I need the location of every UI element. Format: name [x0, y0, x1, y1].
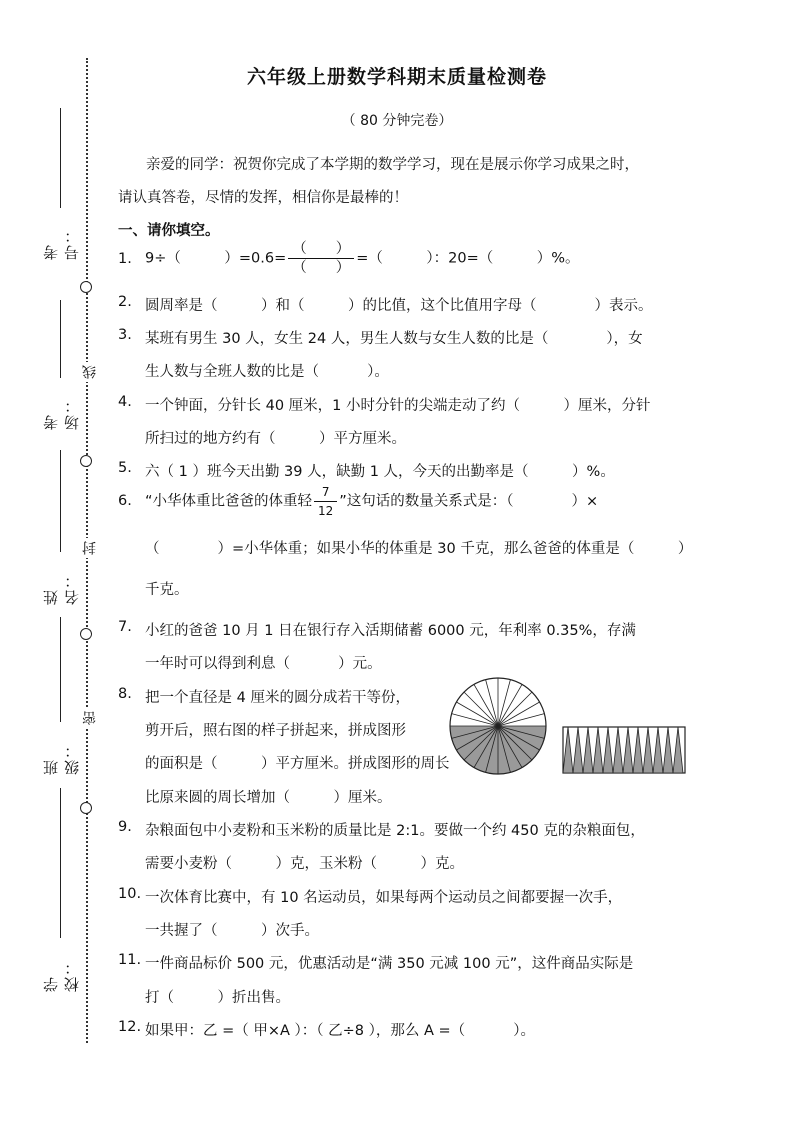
intro-line-2: 请认真答卷，尽情的发挥，相信你是最棒的！: [118, 190, 408, 206]
q6-frac-den: 12: [318, 504, 334, 518]
q1-number: 1.: [118, 251, 132, 267]
school-line: [60, 788, 61, 938]
name-line: [60, 450, 61, 552]
q8-number: 8.: [118, 686, 132, 702]
q6-line-2: （ ）=小华体重；如果小华的体重是 30 千克，那么爸爸的体重是（ ）: [145, 541, 693, 557]
q5-text: 六（ 1 ）班今天出勤 39 人，缺勤 1 人，今天的出勤率是（ ）%。: [145, 464, 615, 480]
q6-fraction: [314, 483, 337, 520]
circle-sector-lines: [450, 678, 546, 774]
q5-number: 5.: [118, 460, 132, 476]
q10-line-2: 一共握了（ ）次手。: [145, 923, 319, 939]
seal-char-secret: 密: [80, 708, 98, 728]
exam-room-label: 考场：: [42, 396, 81, 430]
q6-line-1: [145, 483, 598, 520]
rearranged-figure: [562, 726, 686, 774]
exam-number-label: 考号：: [42, 226, 81, 260]
binding-circle-3: [80, 628, 92, 640]
q9-line-2: 需要小麦粉（ ）克，玉米粉（ ）克。: [145, 856, 464, 872]
school-label: 学校：: [42, 958, 81, 992]
binding-circle-2: [80, 455, 92, 467]
page-title: 六年级上册数学科期末质量检测卷: [246, 66, 547, 88]
q8-line-4: 比原来圆的周长增加（ ）厘米。: [145, 790, 392, 806]
q6-part1: “小华体重比爸爸的体重轻: [145, 493, 313, 510]
q7-line-1: 小红的爸爸 10 月 1 日在银行存入活期储蓄 6000 元，年利率 0.35%，存满: [145, 623, 636, 639]
q6-line-3: 千克。: [145, 582, 189, 598]
q1-part1: 9÷（ ）=0.6=: [145, 250, 287, 267]
q10-line-1: 一次体育比赛中，有 10 名运动员，如果每两个运动员之间都要握一次手，: [145, 890, 623, 906]
name-label: 姓名：: [42, 571, 81, 605]
q11-line-1: 一件商品标价 500 元，优惠活动是“满 350 元减 100 元”，这件商品实际是: [145, 956, 634, 972]
class-line: [60, 617, 61, 722]
q4-number: 4.: [118, 394, 132, 410]
section-heading: 一、请你填空。: [118, 223, 220, 239]
q1-fraction: [288, 240, 354, 277]
q9-line-1: 杂粮面包中小麦粉和玉米粉的质量比是 2:1。要做一个约 450 克的杂粮面包，: [145, 823, 645, 839]
class-label: 班级：: [42, 741, 81, 775]
q8-line-3: 的面积是（ ）平方厘米。拼成图形的周长: [145, 756, 450, 772]
q3-line-1: 某班有男生 30 人，女生 24 人，男生人数与女生人数的比是（ ），女: [145, 331, 643, 347]
q6-frac-num: 7: [314, 483, 337, 502]
q7-number: 7.: [118, 619, 132, 635]
q1-frac-den[interactable]: （ ）: [292, 260, 351, 276]
q11-number: 11.: [118, 952, 142, 968]
seal-char-line: 线: [80, 362, 98, 382]
q9-number: 9.: [118, 819, 132, 835]
circle-sectors-figure: [448, 676, 548, 776]
intro-line-1: 亲爱的同学：祝贺你完成了本学期的数学学习，现在是展示你学习成果之时，: [146, 157, 639, 173]
q6-part2: ”这句话的数量关系式是：（ ）×: [339, 493, 599, 510]
q3-line-2: 生人数与全班人数的比是（ ）。: [145, 364, 389, 380]
q1-part2: =（ ）：20=（ ）%。: [356, 250, 580, 267]
q2-text: 圆周率是（ ）和（ ）的比值，这个比值用字母（ ）表示。: [145, 298, 653, 314]
q8-line-1: 把一个直径是 4 厘米的圆分成若干等份，: [145, 690, 410, 706]
q6-number: 6.: [118, 493, 132, 509]
q12-text: 如果甲：乙 =（ 甲×A ）：（ 乙÷8 ），那么 A =（ ）。: [145, 1023, 536, 1039]
binding-circle-1: [80, 281, 92, 293]
seal-char-seal: 封: [80, 538, 98, 558]
q3-number: 3.: [118, 327, 132, 343]
q4-line-2: 所扫过的地方约有（ ）平方厘米。: [145, 431, 406, 447]
q8-line-2: 剪开后，照右图的样子拼起来，拼成图形: [145, 723, 406, 739]
q1-frac-num[interactable]: （ ）: [288, 240, 354, 259]
q7-line-2: 一年时可以得到利息（ ）元。: [145, 656, 382, 672]
q4-line-1: 一个钟面，分针长 40 厘米，1 小时分针的尖端走动了约（ ）厘米，分针: [145, 398, 651, 414]
q1-body: [145, 240, 580, 277]
q12-number: 12.: [118, 1019, 142, 1035]
binding-circle-4: [80, 802, 92, 814]
exam-room-line: [60, 300, 61, 378]
q11-line-2: 打（ ）折出售。: [145, 990, 290, 1006]
q2-number: 2.: [118, 294, 132, 310]
page-subtitle: （ 80 分钟完卷）: [341, 113, 453, 129]
q10-number: 10.: [118, 886, 142, 902]
